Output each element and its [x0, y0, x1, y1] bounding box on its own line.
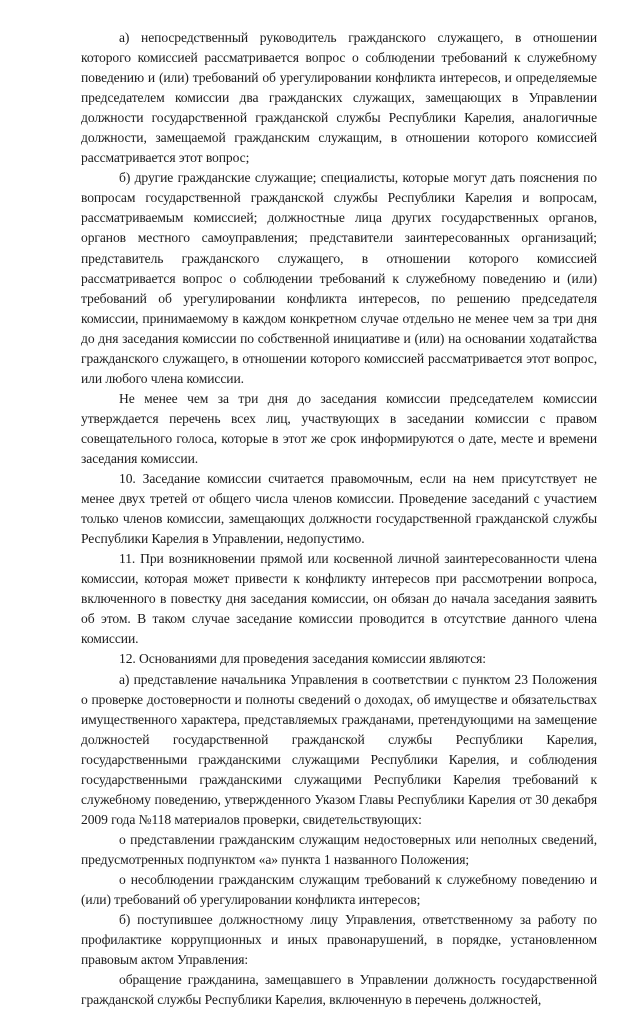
- paragraph-citizen-appeal: обращение гражданина, замещавшего в Управлении должность государственной гражданской службы Республики Карелия, включенную в перечень должностей,: [81, 972, 597, 1008]
- paragraph-item-12-subitem-b: б) поступившее должностному лицу Управления, ответственному за работу по профилактике коррупционных и иных правонарушений, в порядке, установленном правовым актом Управления:: [81, 912, 597, 968]
- paragraph-non-compliance: о несоблюдении гражданским служащим требований к служебному поведению и (или) требований об урегулировании конфликта интересов;: [81, 871, 597, 908]
- paragraph-item-11: 11. При возникновении прямой или косвенной личной заинтересованности члена комиссии, которая может привести к конфликту интересов при рассмотрении вопроса, включенного в повестку дня заседания комиссии, он обязан до начала заседания заявить об этом. В таком случае заседание комиссии проводится в отсутствие данного члена комиссии.: [81, 551, 597, 647]
- paragraph-item-12-subitem-a: а) представление начальника Управления в соответствии с пунктом 23 Положения о проверке достоверности и полноты сведений о доходах, об имуществе и обязательствах имущественного характера, представляемых гражданами, претендующими на замещение должностей государственной гражданской службы Республики Карелия, государственными гражданскими служащими Республики Карелия, и соблюдения государственными гражданскими служащими Республики Карелия требований к служебному поведению, утвержденного Указом Главы Республики Карелия от 30 декабря 2009 года №118 материалов проверки, свидетельствующих:: [81, 671, 597, 827]
- document-body: [81, 28, 597, 1010]
- paragraph-item-12: 12. Основаниями для проведения заседания комиссии являются:: [119, 651, 486, 667]
- paragraph-false-information: о представлении гражданским служащим недостоверных или неполных сведений, предусмотренных подпунктом «а» пункта 1 названного Положения;: [81, 831, 597, 867]
- paragraph-item-10: 10. Заседание комиссии считается правомочным, если на нем присутствует не менее двух третей от общего числа членов комиссии. Проведение заседаний с участием только членов комиссии, замещающих должности государственной гражданской службы Республики Карелия в Управлении, недопустимо.: [81, 471, 597, 547]
- paragraph-subitem-b-other-participants: б) другие гражданские служащие; специалисты, которые могут дать пояснения по вопросам государственной гражданской службы Республики Карелия и вопросам, рассматриваемым комиссией; должностные лица других государственных органов, органов местного самоуправления; представители заинтересованных организаций; представитель гражданского служащего, в отношении которого комиссией рассматривается вопрос о соблюдении требований к служебному поведению и (или) требований об урегулировании конфликта интересов, по решению председателя комиссии, принимаемому в каждом конкретном случае отдельно не менее чем за три дня до дня заседания комиссии по собственной инициативе и (или) на основании ходатайства гражданского служащего, в отношении которого комиссией рассматривается этот вопрос, или любого члена комиссии.: [81, 170, 597, 386]
- paragraph-subitem-a-direct-supervisor: а) непосредственный руководитель гражданского служащего, в отношении которого комиссией рассматривается вопрос о соблюдении требований к служебному поведению и (или) требований об урегулировании конфликта интересов, и определяемые председателем комиссии два гражданских служащих, замещающих в Управлении должности государственной гражданской службы Республики Карелия, аналогичные должности, замещаемой гражданским служащим, в отношении которого комиссией рассматривается этот вопрос;: [81, 30, 597, 166]
- paragraph-participants-list: Не менее чем за три дня до заседания комиссии председателем комиссии утверждается перечень всех лиц, участвующих в заседании комиссии с правом совещательного голоса, которые в этот же срок информируются о дате, месте и времени заседания комиссии.: [81, 390, 597, 466]
